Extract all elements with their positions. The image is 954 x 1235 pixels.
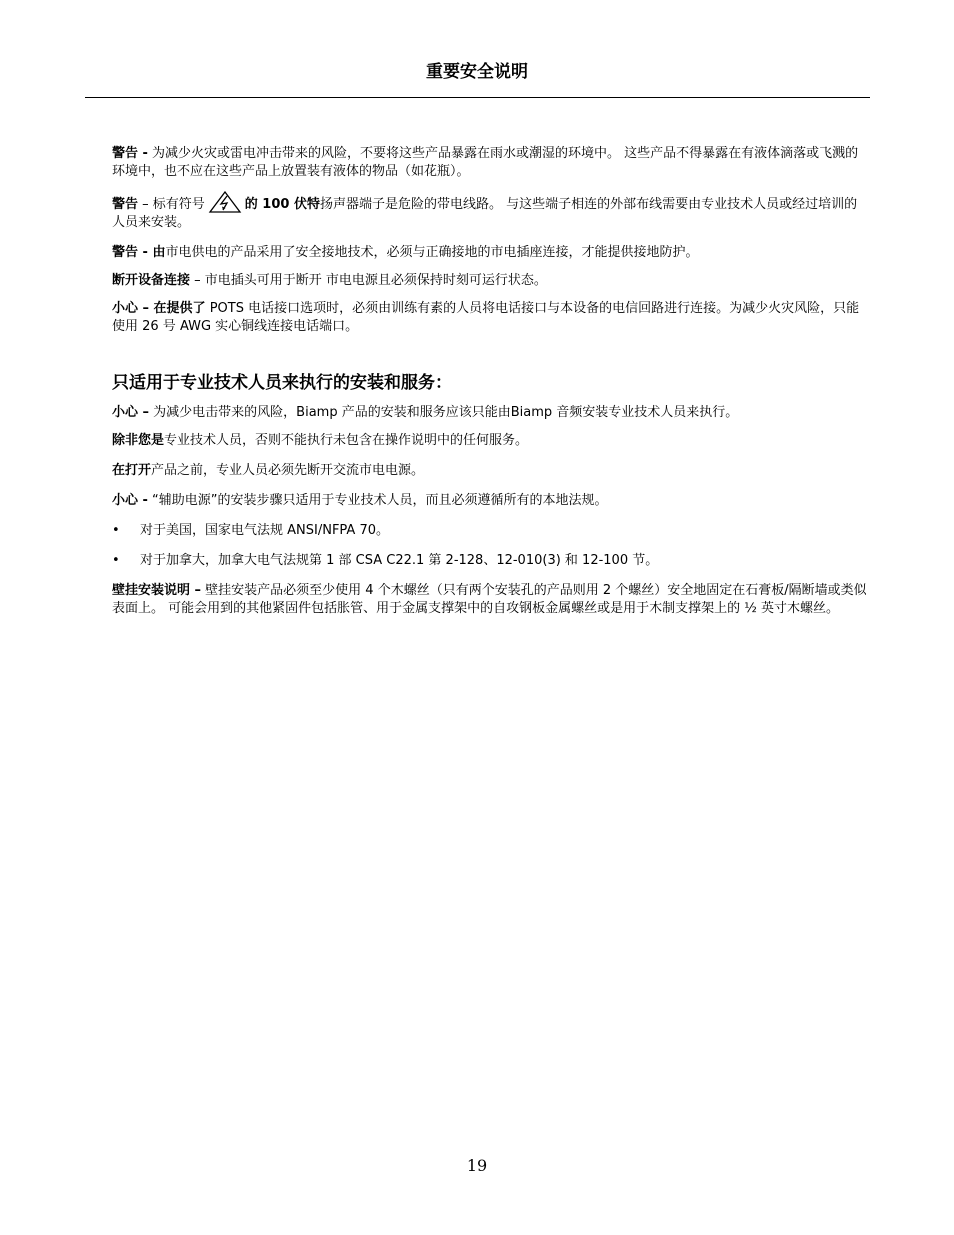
bullet-marker: • [112, 523, 120, 538]
caution-paragraph-aux-power [112, 492, 870, 510]
warning-text: 扬声器端子是危险的带电线路。 与这些端子相连的外部布线需要由专业技术人员或经过培训的人员来安装。 [112, 197, 858, 230]
warning-paragraph-grounding [112, 244, 870, 262]
caution-text: “辅助电源”的安装步骤只适用于专业技术人员，而且必须遵循所有的本地法规。 [147, 493, 608, 508]
electric-shock-warning-icon [208, 191, 242, 213]
voltage-label: 的 100 伏特 [244, 197, 320, 212]
caution-text: 为减少电击带来的风险，Biamp 产品的安装和服务应该只能由Biamp 音频安装专业技术人员来执行。 [149, 405, 739, 420]
service-section-heading: 只适用于专业技术人员来执行的安装和服务： [112, 373, 452, 393]
disconnect-device-paragraph [112, 272, 870, 290]
page-number: 19 [466, 1156, 488, 1175]
disconnect-label: 断开设备连接 [112, 273, 191, 288]
warning-text: 为减少火灾或雷电冲击带来的风险，不要将这些产品暴露在雨水或潮湿的环境中。 这些产品不得暴露在有液体滴落或飞溅的环境中，也不应在这些产品上放置装有液体的物品（如花瓶）。 [112, 146, 859, 179]
caution-label: 小心 – [112, 405, 150, 420]
service-restriction-text: 专业技术人员，否则不能执行未包含在操作说明中的任何服务。 [164, 433, 529, 448]
caution-label: 小心 - [112, 493, 148, 508]
wall-mount-instructions-paragraph [112, 582, 870, 618]
warning-paragraph-moisture [112, 145, 870, 181]
disconnect-text: – 市电插头可用于断开 市电电源且必须保持时刻可运行状态。 [190, 273, 547, 288]
disconnect-power-text: 产品之前，专业人员必须先断开交流市电电源。 [151, 463, 425, 478]
page-title: 重要安全说明 [426, 62, 528, 82]
wall-mount-label: 壁挂安装说明 – [112, 583, 202, 598]
service-restriction-label: 除非您是 [112, 433, 165, 448]
document-body [112, 145, 870, 628]
service-restriction-paragraph [112, 432, 870, 450]
list-item [112, 522, 870, 540]
warning-label: 警告 - 由 [112, 245, 166, 260]
header-divider [85, 97, 870, 98]
wall-mount-text: 壁挂安装产品必须至少使用 4 个木螺丝（只有两个安装孔的产品则用 2 个螺丝）安全地固定在石膏板/隔断墙或类似表面上。 可能会用到的其他紧固件包括胀管、用于金属支撑架中的自攻钢板金属螺丝或是用于木制支撑架上的 ½ 英寸木螺丝。 [112, 583, 867, 616]
list-item [112, 552, 870, 570]
caution-label: 小心 – 在提供了 [112, 301, 206, 316]
warning-paragraph-speaker-terminals [112, 191, 870, 232]
warning-symbol-intro: – 标有符号 [138, 197, 205, 212]
warning-label: 警告 [112, 197, 139, 212]
caution-paragraph-electric-shock [112, 404, 870, 422]
caution-text: POTS 电话接口选项时，必须由训练有素的人员将电话接口与本设备的电信回路进行连接。为减少火灾风险，只能使用 26 号 AWG 实心铜线连接电话端口。 [112, 301, 860, 334]
caution-paragraph-pots [112, 300, 870, 336]
bullet-marker: • [112, 553, 120, 568]
disconnect-power-label: 在打开 [112, 463, 152, 478]
list-item-text: 对于加拿大，加拿大电气法规第 1 部 CSA C22.1 第 2-128、12-010(3) 和 12-100 节。 [140, 553, 659, 568]
disconnect-power-paragraph [112, 462, 870, 480]
warning-text: 市电供电的产品采用了安全接地技术，必须与正确接地的市电插座连接，才能提供接地防护。 [165, 245, 699, 260]
list-item-text: 对于美国，国家电气法规 ANSI/NFPA 70。 [140, 523, 389, 538]
warning-label: 警告 - [112, 146, 148, 161]
